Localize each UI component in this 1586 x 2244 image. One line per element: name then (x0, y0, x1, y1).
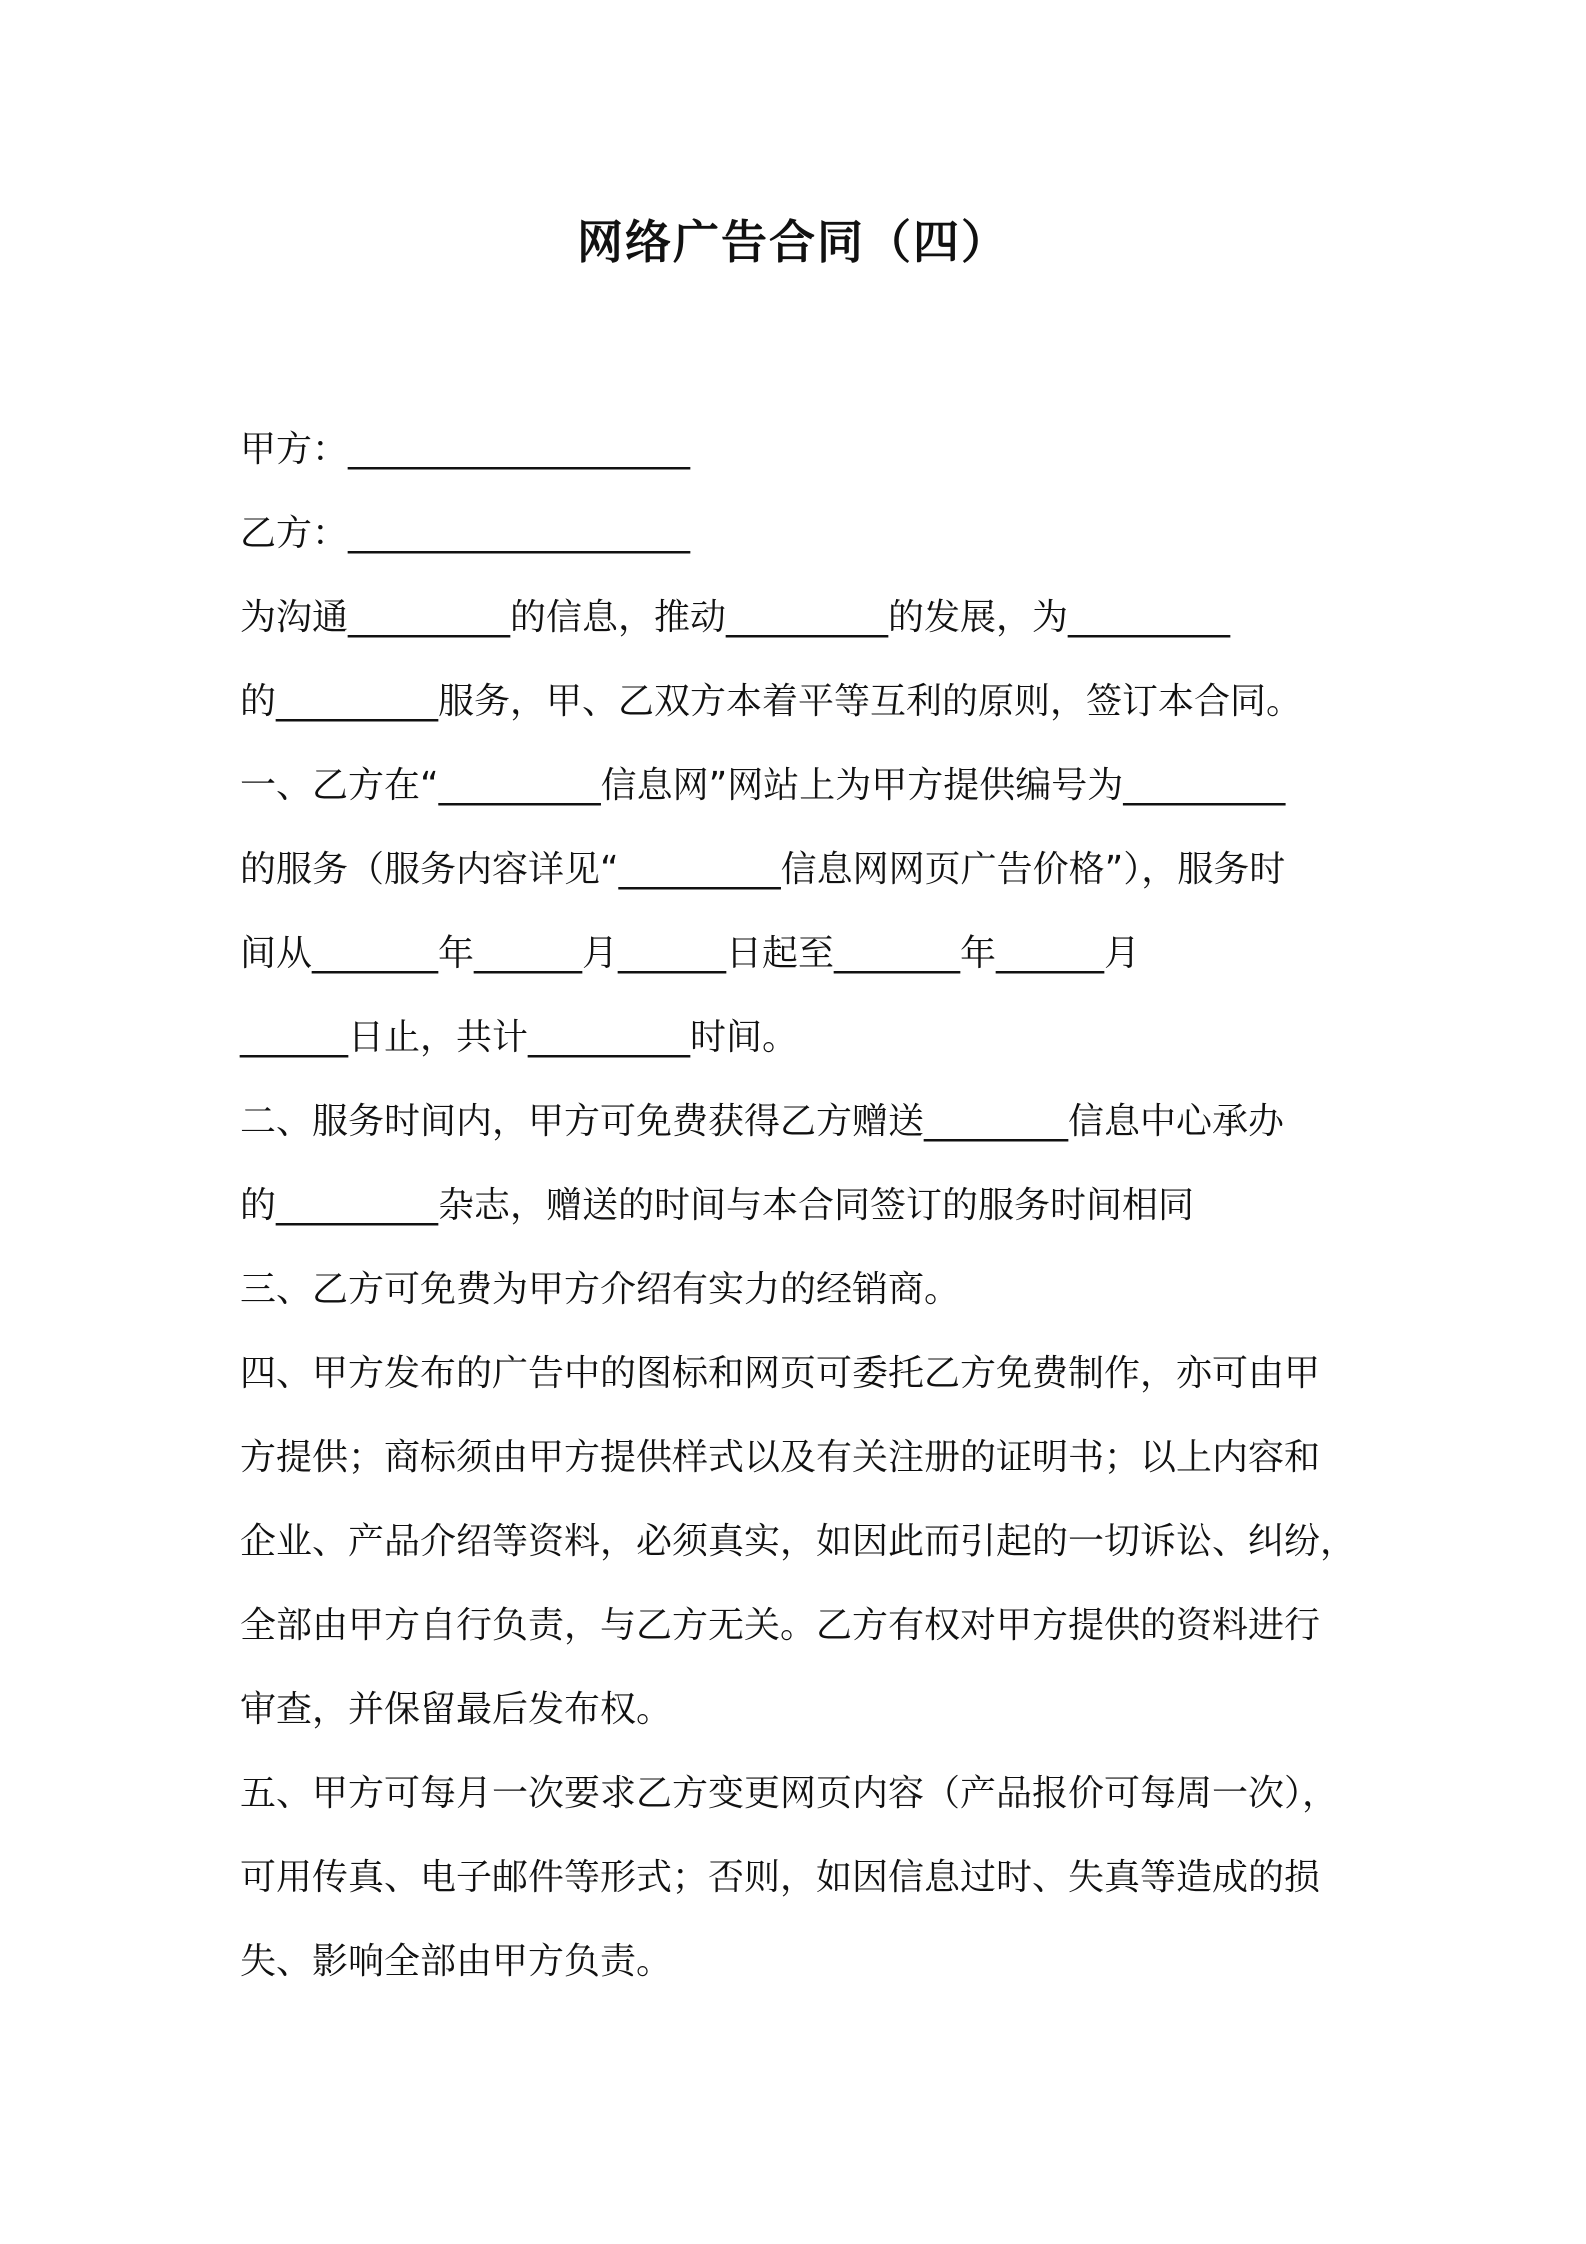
preamble-line-1: 为沟通_________的信息，推动_________的发展，为_________ (240, 597, 1231, 638)
document-title: 网络广告合同（四） (577, 215, 1009, 269)
clause-4-line-1: 四、甲方发布的广告中的图标和网页可委托乙方免费制作，亦可由甲 (240, 1353, 1321, 1394)
clause-2-line-2: 的_________杂志，赠送的时间与本合同签订的服务时间相同 (240, 1185, 1195, 1226)
contract-body (240, 408, 1360, 2004)
clause-1-line-1: 一、乙方在“_________信息网”网站上为甲方提供编号为_________ (240, 765, 1286, 806)
clause-1-line-4: ______日止，共计_________时间。 (240, 1017, 799, 1058)
clause-5-line-2: 可用传真、电子邮件等形式；否则，如因信息过时、失真等造成的损 (240, 1857, 1321, 1898)
clause-5-line-3: 失、影响全部由甲方负责。 (240, 1941, 673, 1982)
clause-4-line-4: 全部由甲方自行负责，与乙方无关。乙方有权对甲方提供的资料进行 (240, 1605, 1321, 1646)
party-a-line: 甲方：___________________ (240, 429, 691, 470)
clause-4-line-3: 企业、产品介绍等资料，必须真实，如因此而引起的一切诉讼、纠纷， (240, 1521, 1357, 1562)
clause-3-line-1: 三、乙方可免费为甲方介绍有实力的经销商。 (240, 1269, 961, 1310)
preamble-line-2: 的_________服务，甲、乙双方本着平等互利的原则，签订本合同。 (240, 681, 1303, 722)
clause-4-line-2: 方提供；商标须由甲方提供样式以及有关注册的证明书；以上内容和 (240, 1437, 1321, 1478)
clause-4-line-5: 审查，并保留最后发布权。 (240, 1689, 673, 1730)
clause-1-line-3: 间从_______年______月______日起至_______年______月 (240, 933, 1141, 974)
clause-5-line-1: 五、甲方可每月一次要求乙方变更网页内容（产品报价可每周一次）， (240, 1773, 1339, 1814)
clause-1-line-2: 的服务（服务内容详见“_________信息网网页广告价格”），服务时 (240, 849, 1286, 890)
party-b-line: 乙方：___________________ (240, 513, 691, 554)
clause-2-line-1: 二、服务时间内，甲方可免费获得乙方赠送________信息中心承办 (240, 1101, 1285, 1142)
